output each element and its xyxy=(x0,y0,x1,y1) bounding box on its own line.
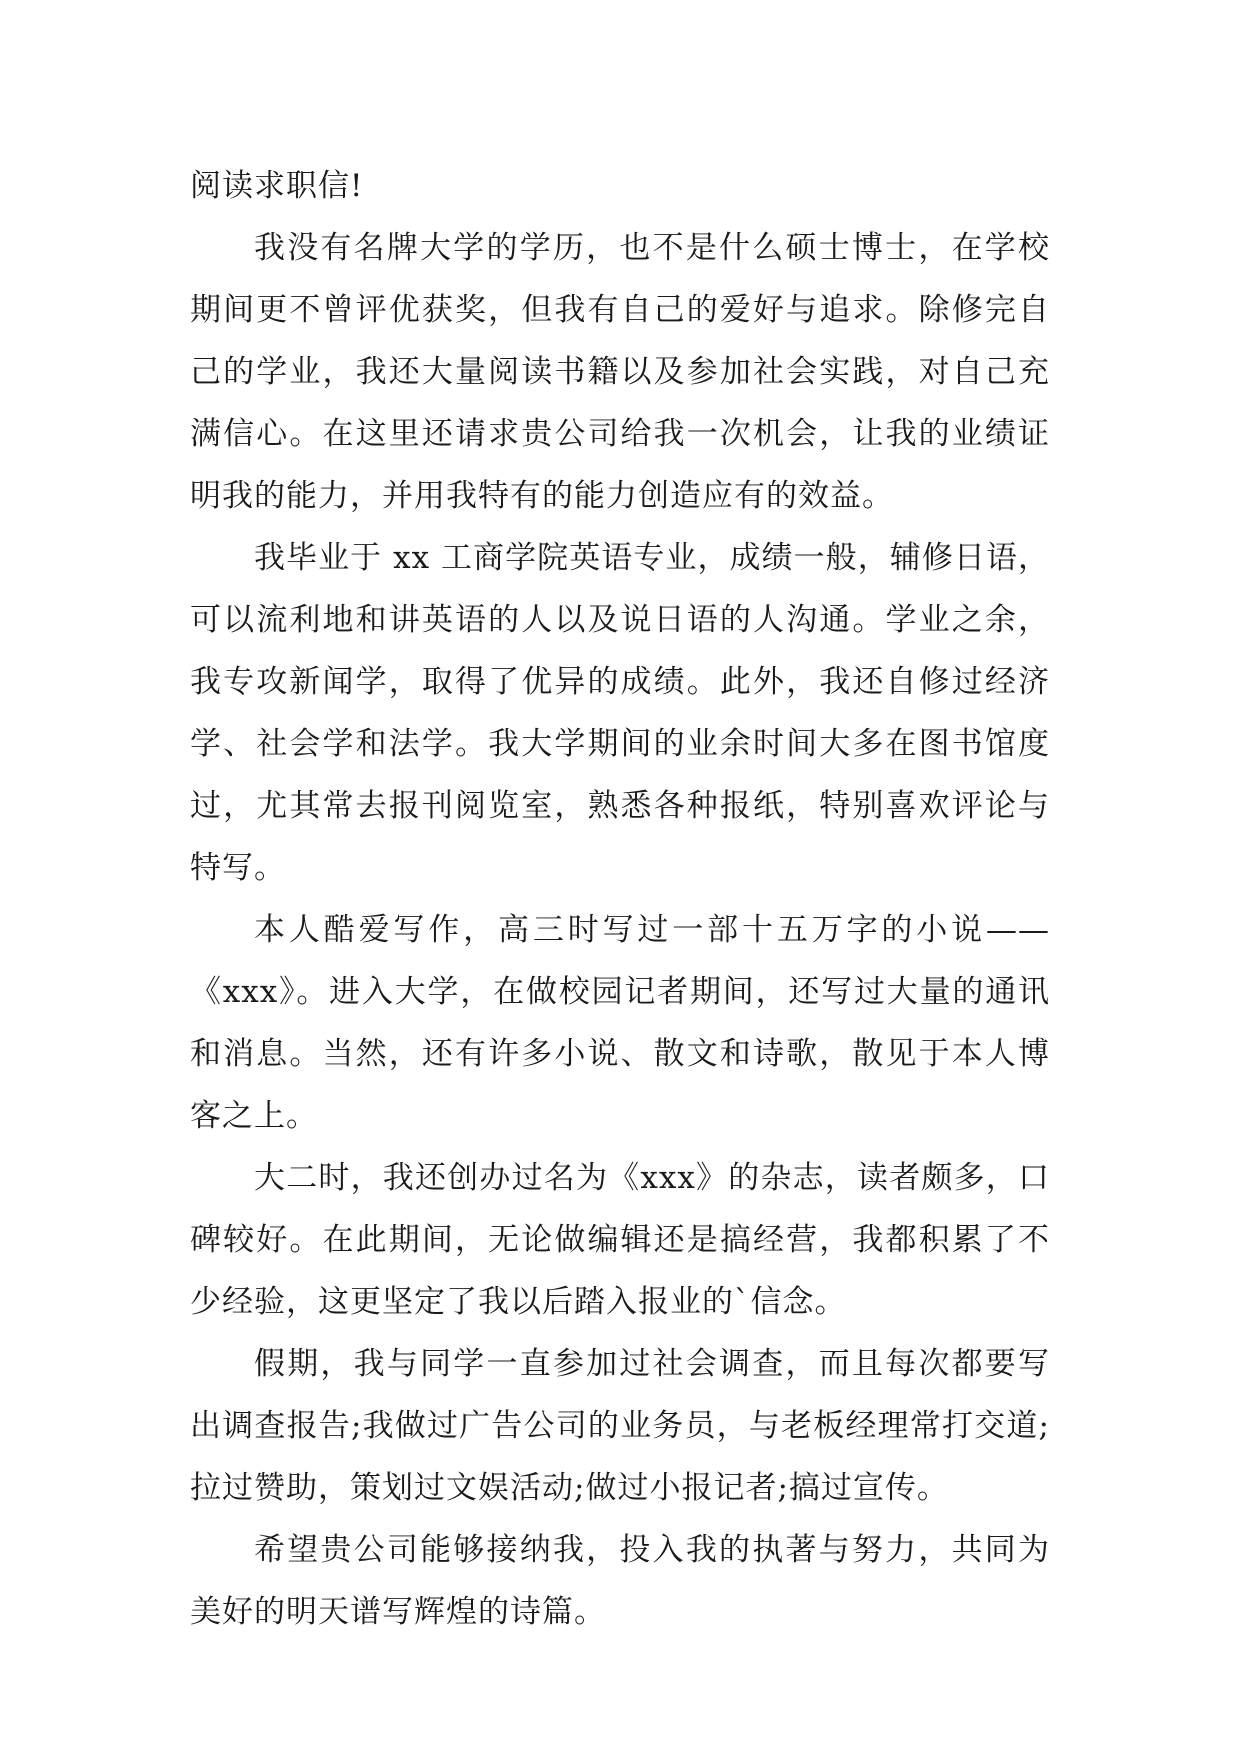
paragraph-background: 我没有名牌大学的学历，也不是什么硕士博士，在学校期间更不曾评优获奖，但我有自己的爱好与追求。除修完自己的学业，我还大量阅读书籍以及参加社会实践，对自己充满信心。在这里还请求贵公司给我一次机会，让我的业绩证明我的能力，并用我特有的能力创造应有的效益。 xyxy=(190,230,1050,514)
paragraph-education: 我毕业于 xx 工商学院英语专业，成绩一般，辅修日语，可以流利地和讲英语的人以及说日语的人沟通。学业之余，我专攻新闻学，取得了优异的成绩。此外，我还自修过经济学、社会学和法学。我大学期间的业余时间大多在图书馆度过，尤其常去报刊阅览室，熟悉各种报纸，特别喜欢评论与特写。 xyxy=(190,540,1050,886)
paragraph-opening-fragment: 阅读求职信! xyxy=(190,168,364,204)
document-body xyxy=(190,155,1050,1643)
paragraph-magazine: 大二时，我还创办过名为《xxx》的杂志，读者颇多，口碑较好。在此期间，无论做编辑还是搞经营，我都积累了不少经验，这更坚定了我以后踏入报业的`信念。 xyxy=(190,1160,1050,1320)
paragraph-experience: 假期，我与同学一直参加过社会调查，而且每次都要写出调查报告;我做过广告公司的业务员，与老板经理常打交道;拉过赞助，策划过文娱活动;做过小报记者;搞过宣传。 xyxy=(190,1346,1050,1506)
paragraph-closing: 希望贵公司能够接纳我，投入我的执著与努力，共同为美好的明天谱写辉煌的诗篇。 xyxy=(190,1532,1050,1630)
paragraph-writing: 本人酷爱写作，高三时写过一部十五万字的小说——《xxx》。进入大学，在做校园记者期间，还写过大量的通讯和消息。当然，还有许多小说、散文和诗歌，散见于本人博客之上。 xyxy=(190,912,1050,1134)
